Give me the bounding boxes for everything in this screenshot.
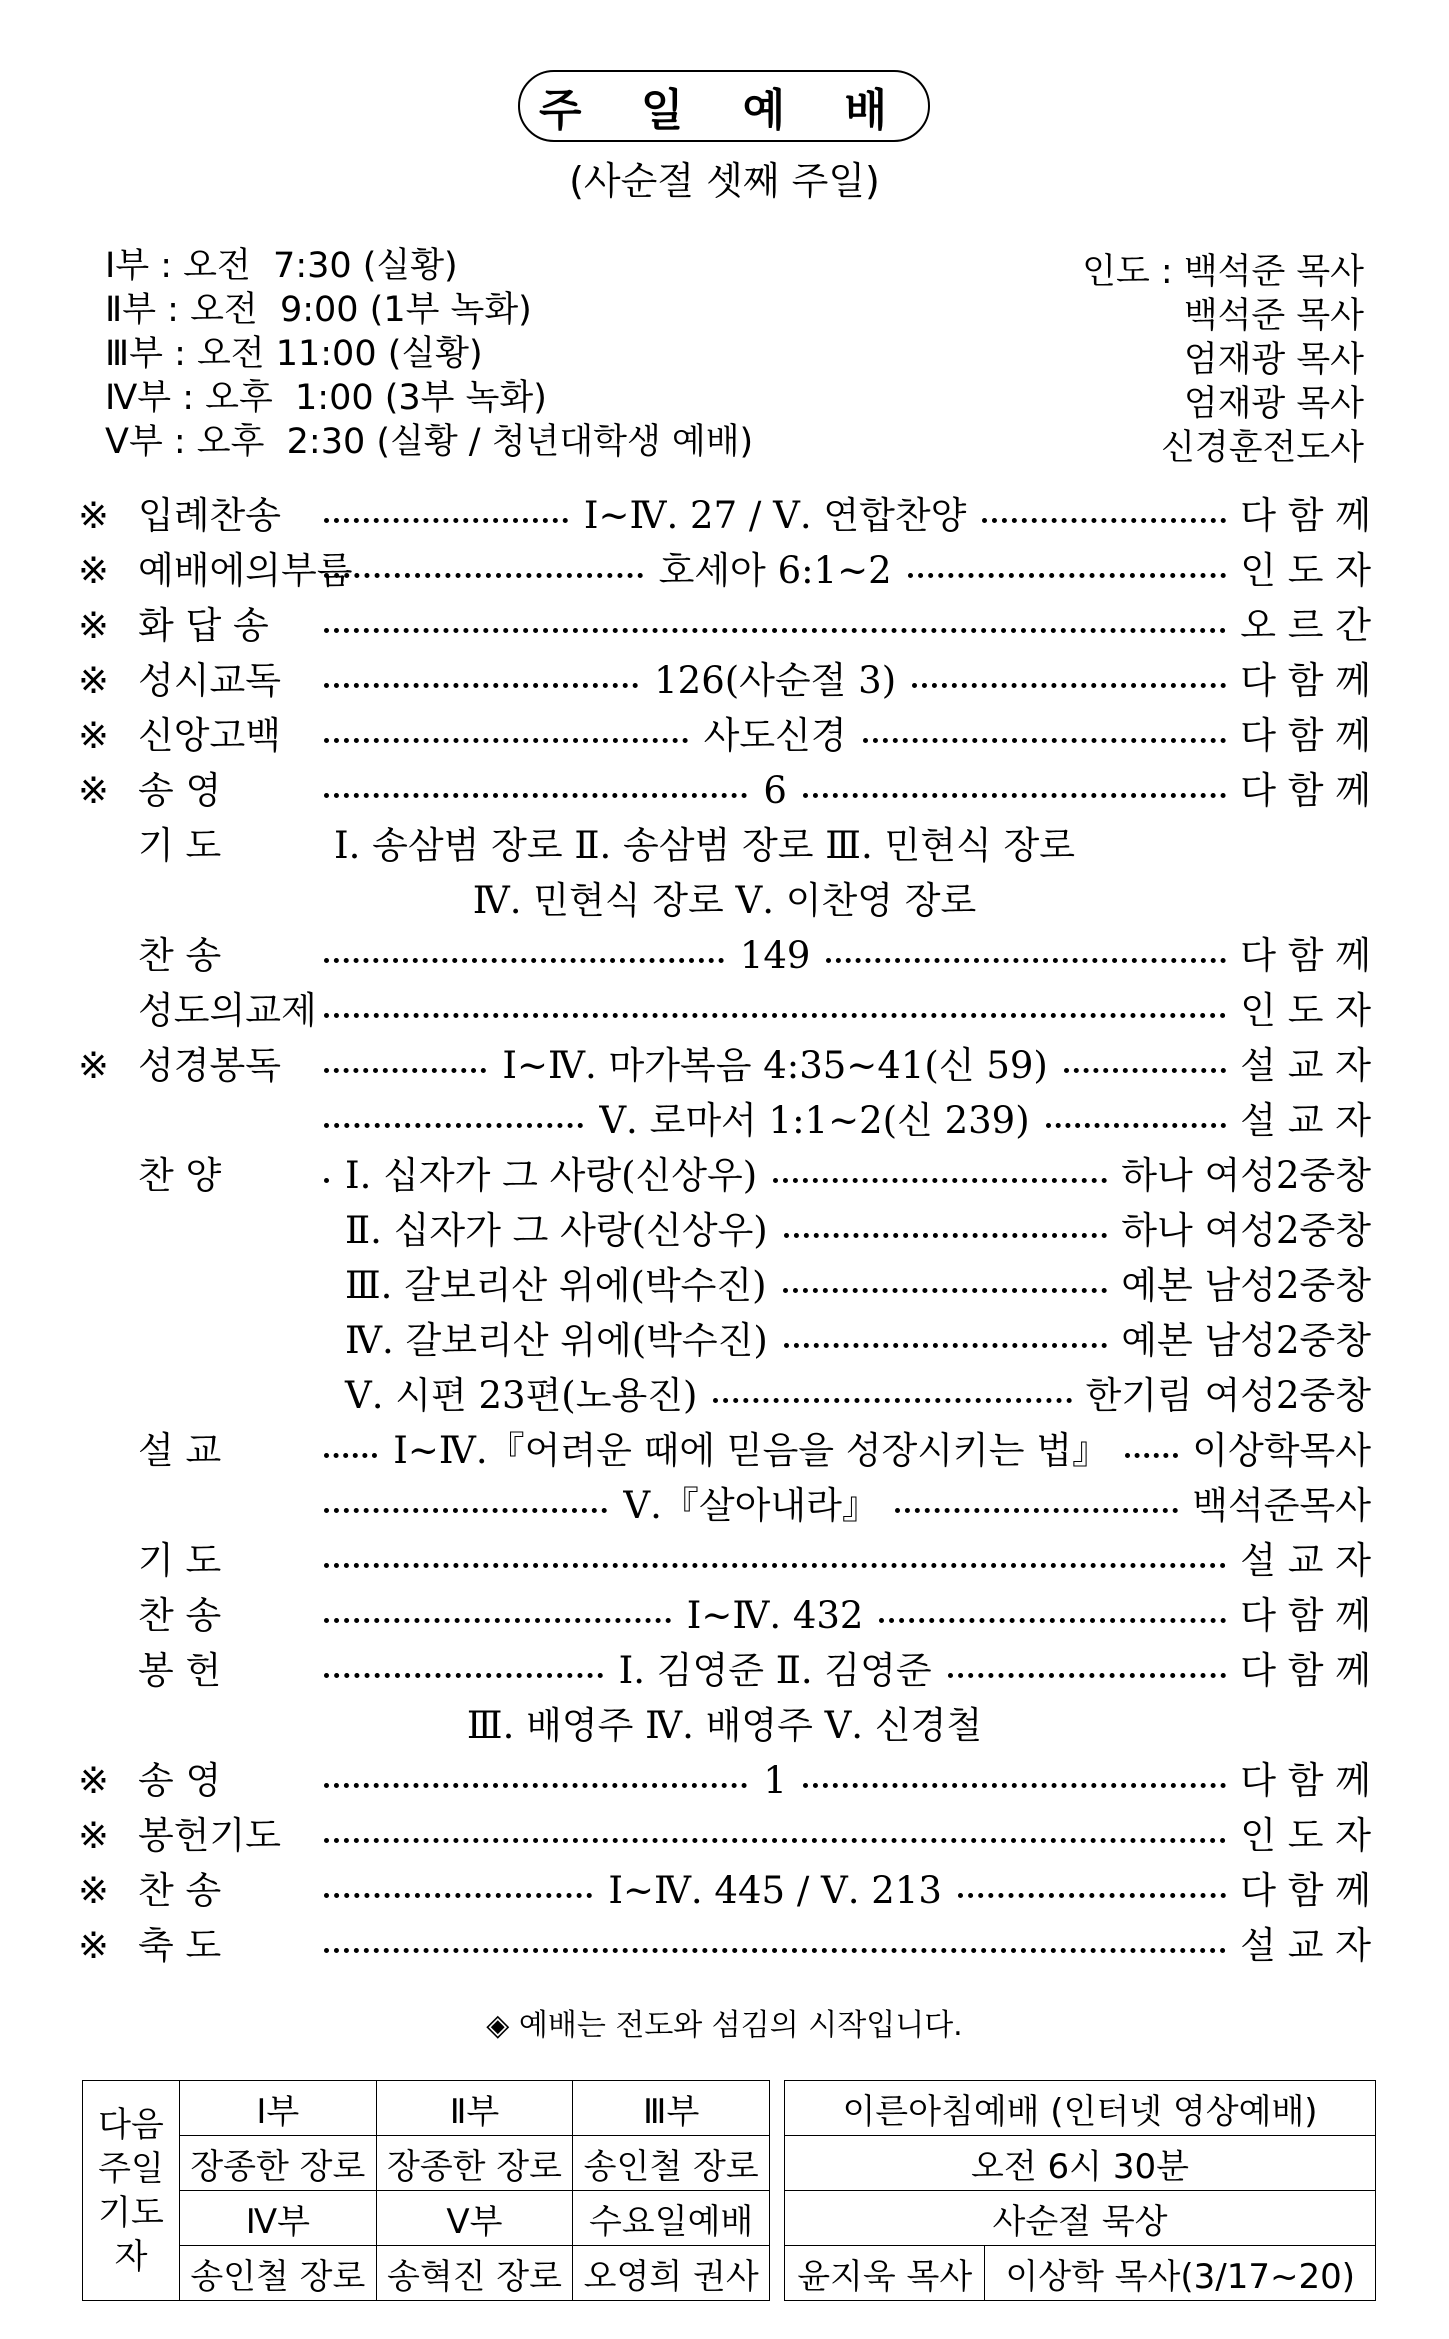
order-content: Ⅲ. 갈보리산 위에(박수진) — [345, 1264, 767, 1307]
order-content: Ⅳ. 민현식 장로 Ⅴ. 이찬영 장로 — [472, 879, 977, 922]
order-label: 성시교독 — [138, 659, 281, 702]
morning-service-table — [784, 2080, 1376, 2301]
order-content: 6 — [763, 769, 787, 812]
prayer-cell: Ⅲ부 — [573, 2081, 770, 2136]
order-content: 1 — [763, 1759, 787, 1802]
order-responsible: 예본 남성2중창 — [1121, 1319, 1371, 1362]
order-content: Ⅰ~Ⅳ. 445 / Ⅴ. 213 — [608, 1869, 942, 1912]
order-content: Ⅰ~Ⅳ. 27 / Ⅴ. 연합찬양 — [583, 494, 967, 537]
order-label: 성도의교제 — [138, 989, 317, 1032]
dot-leader — [324, 1618, 671, 1623]
order-label: 찬 송 — [138, 934, 222, 977]
required-mark: ※ — [78, 659, 110, 702]
order-row — [0, 873, 1449, 928]
required-mark: ※ — [78, 1869, 110, 1912]
dot-leader — [912, 683, 1226, 688]
order-responsible: 다 함 께 — [1240, 1869, 1371, 1912]
order-responsible: 인 도 자 — [1240, 1814, 1371, 1857]
service-3: Ⅲ부 : 오전 11:00 (실황) — [105, 334, 483, 374]
dot-leader — [324, 1453, 377, 1458]
order-row — [0, 1368, 1449, 1423]
order-row — [0, 1423, 1449, 1478]
order-row — [0, 1093, 1449, 1148]
service-leaders — [1082, 250, 1364, 470]
leader-3: 엄재광 목사 — [1183, 340, 1364, 380]
order-label: 기 도 — [138, 824, 222, 867]
dot-leader — [803, 793, 1226, 798]
order-label: 성경봉독 — [138, 1044, 281, 1087]
dot-leader — [895, 1508, 1178, 1513]
dot-leader — [958, 1893, 1226, 1898]
dot-leader — [803, 1783, 1226, 1788]
required-mark: ※ — [78, 1044, 110, 1087]
order-content: Ⅰ~Ⅳ.『어려운 때에 믿음을 성장시키는 법』 — [393, 1429, 1110, 1472]
order-row — [0, 598, 1449, 653]
order-content: Ⅴ. 시편 23편(노용진) — [345, 1374, 698, 1417]
order-responsible: 다 함 께 — [1240, 1594, 1371, 1637]
dot-leader — [324, 683, 638, 688]
dot-leader — [908, 573, 1227, 578]
order-content: Ⅰ. 김영준 Ⅱ. 김영준 — [618, 1649, 932, 1692]
order-row — [0, 983, 1449, 1038]
order-row — [0, 1643, 1449, 1698]
order-responsible: 설 교 자 — [1240, 1044, 1371, 1087]
order-content: Ⅰ~Ⅳ. 마가복음 4:35~41(신 59) — [502, 1044, 1048, 1087]
order-label: 예배에의부름 — [138, 549, 353, 592]
required-mark: ※ — [78, 1924, 110, 1967]
order-row — [0, 543, 1449, 598]
order-row — [0, 1148, 1449, 1203]
morning-time: 오전 6시 30분 — [785, 2136, 1376, 2191]
order-row — [0, 763, 1449, 818]
prayer-cell: 장종한 장로 — [376, 2136, 573, 2191]
required-mark: ※ — [78, 549, 110, 592]
required-mark: ※ — [78, 494, 110, 537]
prayer-cell: 송인철 장로 — [180, 2246, 377, 2301]
dot-leader — [783, 1288, 1108, 1293]
order-row — [0, 488, 1449, 543]
dot-leader — [713, 1398, 1071, 1403]
dot-leader — [879, 1618, 1226, 1623]
order-row — [0, 708, 1449, 763]
dot-leader — [324, 1948, 1226, 1953]
order-content: Ⅰ~Ⅳ. 432 — [686, 1594, 864, 1637]
order-label: 봉 헌 — [138, 1649, 222, 1692]
order-of-worship — [0, 488, 1449, 1973]
service-1: Ⅰ부 : 오전 7:30 (실황) — [105, 246, 458, 286]
morning-topic: 사순절 묵상 — [785, 2191, 1376, 2246]
order-content: Ⅴ.『살아내라』 — [623, 1484, 879, 1527]
order-label: 설 교 — [138, 1429, 222, 1472]
order-content: Ⅲ. 배영주 Ⅳ. 배영주 Ⅴ. 신경철 — [466, 1704, 983, 1747]
prayer-cell: 장종한 장로 — [180, 2136, 377, 2191]
order-row — [0, 1753, 1449, 1808]
dot-leader — [324, 1563, 1226, 1568]
dot-leader — [773, 1178, 1107, 1183]
order-responsible: 이상학목사 — [1192, 1429, 1371, 1472]
dot-leader — [784, 1343, 1107, 1348]
order-responsible: 설 교 자 — [1240, 1099, 1371, 1142]
required-mark: ※ — [78, 604, 110, 647]
dot-leader — [324, 518, 568, 523]
dot-leader — [324, 1068, 486, 1073]
footer-note: ◈ 예배는 전도와 섬김의 시작입니다. — [486, 2008, 963, 2043]
leader-4: 엄재광 목사 — [1183, 384, 1364, 424]
order-row — [0, 1203, 1449, 1258]
dot-leader — [982, 518, 1226, 523]
prayer-cell: 오영희 권사 — [573, 2246, 770, 2301]
prayer-cell: Ⅰ부 — [180, 2081, 377, 2136]
order-label: 입례찬송 — [138, 494, 281, 537]
dot-leader — [324, 1123, 583, 1128]
dot-leader — [324, 793, 747, 798]
dot-leader — [863, 738, 1227, 743]
dot-leader — [324, 1013, 1226, 1018]
prayer-cell: Ⅳ부 — [180, 2191, 377, 2246]
dot-leader — [324, 573, 643, 578]
order-content: Ⅴ. 로마서 1:1~2(신 239) — [599, 1099, 1030, 1142]
service-4: Ⅳ부 : 오후 1:00 (3부 녹화) — [105, 378, 547, 418]
dot-leader — [1046, 1123, 1227, 1128]
order-row — [0, 1918, 1449, 1973]
order-responsible: 인 도 자 — [1240, 549, 1371, 592]
order-responsible: 다 함 께 — [1240, 769, 1371, 812]
order-label: 찬 송 — [138, 1869, 222, 1912]
order-label: 축 도 — [138, 1924, 222, 1967]
prayer-cell: 송혁진 장로 — [376, 2246, 573, 2301]
prayer-cell: 송인철 장로 — [573, 2136, 770, 2191]
dot-leader — [324, 958, 724, 963]
order-row — [0, 1533, 1449, 1588]
order-label: 기 도 — [138, 1539, 222, 1582]
order-responsible: 인 도 자 — [1240, 989, 1371, 1032]
order-row — [0, 1258, 1449, 1313]
order-responsible: 설 교 자 — [1240, 1539, 1371, 1582]
order-content: Ⅰ. 송삼범 장로 Ⅱ. 송삼범 장로 Ⅲ. 민현식 장로 — [334, 824, 1075, 867]
order-row — [0, 1808, 1449, 1863]
dot-leader — [1125, 1453, 1178, 1458]
prayer-cell: Ⅴ부 — [376, 2191, 573, 2246]
leader-5: 신경훈전도사 — [1161, 428, 1364, 468]
page-title: 주 일 예 배 — [518, 70, 930, 142]
leader-2: 백석준 목사 — [1183, 296, 1364, 336]
order-row — [0, 1863, 1449, 1918]
order-row — [0, 928, 1449, 983]
order-content: 126(사순절 3) — [654, 659, 897, 702]
order-content: Ⅱ. 십자가 그 사랑(신상우) — [345, 1209, 768, 1252]
dot-leader — [324, 1783, 747, 1788]
prayer-cell: Ⅱ부 — [376, 2081, 573, 2136]
morning-title: 이른아침예배 (인터넷 영상예배) — [785, 2081, 1376, 2136]
order-row — [0, 1588, 1449, 1643]
dot-leader — [324, 1178, 329, 1183]
prayer-side-label: 다음 주일 기도자 — [83, 2081, 180, 2301]
dot-leader — [324, 628, 1226, 633]
order-row — [0, 1478, 1449, 1533]
order-responsible: 다 함 께 — [1240, 494, 1371, 537]
order-label: 찬 양 — [138, 1154, 222, 1197]
order-label: 송 영 — [138, 769, 222, 812]
order-responsible: 다 함 께 — [1240, 934, 1371, 977]
dot-leader — [1064, 1068, 1226, 1073]
dot-leader — [324, 1838, 1226, 1843]
morning-leader: 윤지욱 목사 — [785, 2246, 985, 2301]
order-responsible: 다 함 께 — [1240, 659, 1371, 702]
order-label: 봉헌기도 — [138, 1814, 281, 1857]
required-mark: ※ — [78, 1814, 110, 1857]
prayer-cell: 수요일예배 — [573, 2191, 770, 2246]
order-label: 신앙고백 — [138, 714, 281, 757]
order-responsible: 하나 여성2중창 — [1121, 1154, 1371, 1197]
leader-1: 인도 : 백석준 목사 — [1082, 252, 1364, 292]
order-row — [0, 818, 1449, 873]
required-mark: ※ — [78, 1759, 110, 1802]
order-responsible: 다 함 께 — [1240, 1649, 1371, 1692]
order-row — [0, 1698, 1449, 1753]
order-responsible: 오 르 간 — [1240, 604, 1371, 647]
service-schedule — [105, 244, 753, 464]
dot-leader — [826, 958, 1226, 963]
required-mark: ※ — [78, 714, 110, 757]
order-content: Ⅳ. 갈보리산 위에(박수진) — [345, 1319, 768, 1362]
order-responsible: 백석준목사 — [1192, 1484, 1371, 1527]
dot-leader — [324, 1508, 607, 1513]
order-label: 송 영 — [138, 1759, 222, 1802]
order-label: 찬 송 — [138, 1594, 222, 1637]
prayer-table — [82, 2080, 770, 2301]
order-content: 사도신경 — [703, 714, 847, 757]
morning-leader: 이상학 목사(3/17~20) — [985, 2246, 1376, 2301]
page-subtitle: (사순절 셋째 주일) — [569, 159, 880, 203]
service-5: Ⅴ부 : 오후 2:30 (실황 / 청년대학생 예배) — [105, 422, 754, 462]
order-responsible: 예본 남성2중창 — [1121, 1264, 1371, 1307]
dot-leader — [784, 1233, 1107, 1238]
order-row — [0, 653, 1449, 708]
order-responsible: 다 함 께 — [1240, 714, 1371, 757]
order-row — [0, 1313, 1449, 1368]
dot-leader — [948, 1673, 1227, 1678]
dot-leader — [324, 1893, 592, 1898]
order-content: Ⅰ. 십자가 그 사랑(신상우) — [345, 1154, 758, 1197]
order-responsible: 한기림 여성2중창 — [1085, 1374, 1371, 1417]
service-2: Ⅱ부 : 오전 9:00 (1부 녹화) — [105, 290, 532, 330]
required-mark: ※ — [78, 769, 110, 812]
order-content: 149 — [739, 934, 811, 977]
order-responsible: 설 교 자 — [1240, 1924, 1371, 1967]
dot-leader — [324, 1673, 603, 1678]
order-label: 화 답 송 — [138, 604, 269, 647]
order-responsible: 하나 여성2중창 — [1121, 1209, 1371, 1252]
order-content: 호세아 6:1~2 — [658, 549, 892, 592]
dot-leader — [324, 738, 688, 743]
order-row — [0, 1038, 1449, 1093]
order-responsible: 다 함 께 — [1240, 1759, 1371, 1802]
